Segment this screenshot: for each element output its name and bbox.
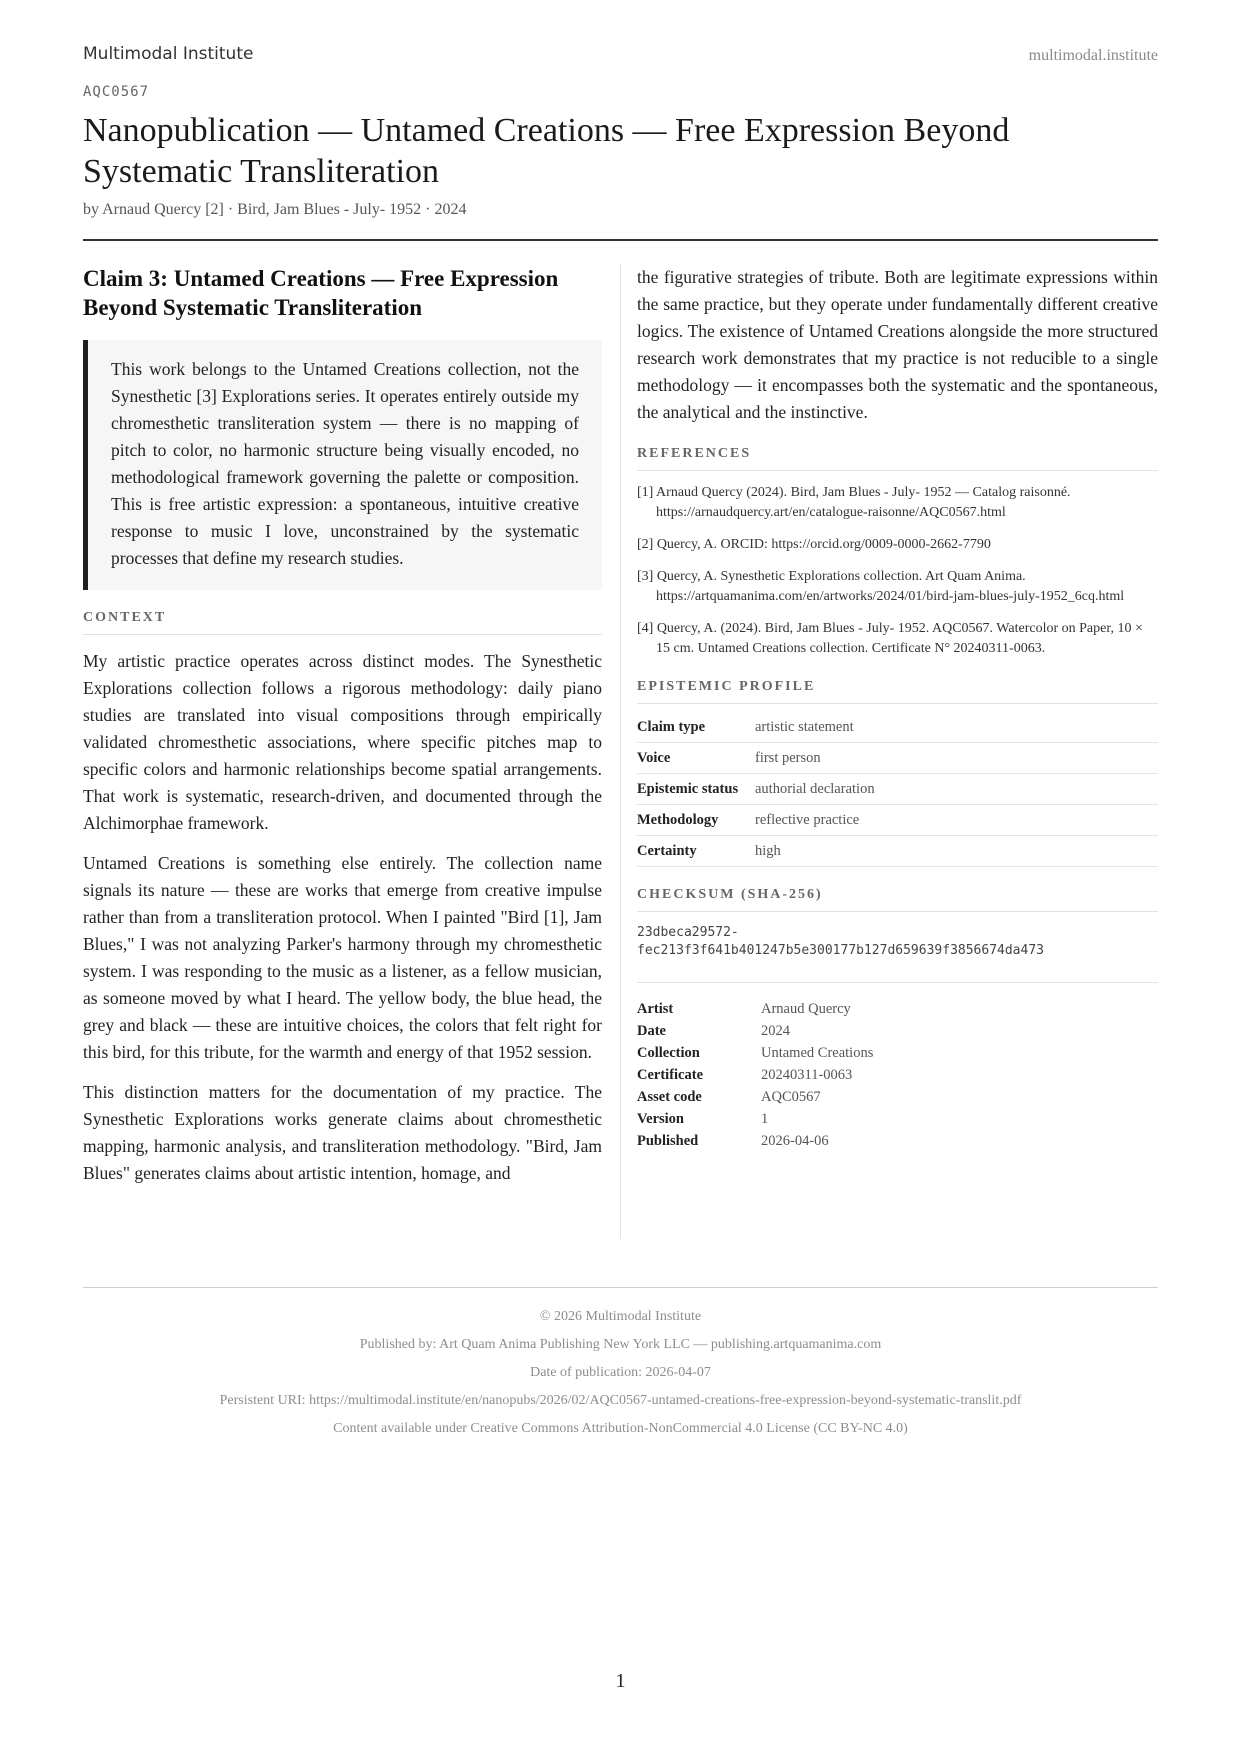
profile-key: Claim type bbox=[637, 712, 755, 743]
table-row bbox=[637, 836, 1158, 867]
institute-name: Multimodal Institute bbox=[83, 44, 254, 64]
meta-key: Certificate bbox=[637, 1067, 704, 1083]
claim-quote: This work belongs to the Untamed Creations collection, not the Synesthetic [3] Explorations series. It operates entirely outside my chromesthetic transliteration system — there is no mapping of pitch to color, no harmonic structure being visually encoded, no methodological framework governing the palette or composition. This is free artistic expression: a spontaneous, intuitive creative response to music I love, unconstrained by the systematic processes that define my research studies. bbox=[83, 340, 602, 590]
header-row bbox=[83, 44, 1158, 68]
meta-key: Published bbox=[637, 1133, 699, 1149]
meta-value: 20240311-0063 bbox=[761, 1067, 853, 1083]
references-list bbox=[637, 483, 1158, 659]
table-row bbox=[637, 774, 1158, 805]
profile-value: first person bbox=[755, 743, 1158, 774]
profile-value: high bbox=[755, 836, 1158, 867]
table-row bbox=[637, 743, 1158, 774]
footer-date: Date of publication: 2026-04-07 bbox=[530, 1365, 711, 1380]
profile-key: Voice bbox=[637, 743, 755, 774]
footer-license: Content available under Creative Commons Attribution-NonCommercial 4.0 License (CC BY-NC 4.0) bbox=[333, 1421, 908, 1436]
profile-value: authorial declaration bbox=[755, 774, 1158, 805]
table-row bbox=[637, 1065, 1158, 1087]
reference-item[interactable]: [1] Arnaud Quercy (2024). Bird, Jam Blues - July- 1952 — Catalog raisonné. https://arnaudquercy.art/en/catalogue-raisonne/AQC0567.html bbox=[637, 485, 1071, 520]
header-divider bbox=[83, 239, 1158, 241]
footer-publisher: Published by: Art Quam Anima Publishing New York LLC — publishing.artquamanima.com bbox=[359, 1337, 882, 1352]
footer bbox=[83, 1303, 1158, 1443]
metadata-table bbox=[637, 999, 1158, 1153]
meta-key: Asset code bbox=[637, 1089, 702, 1105]
profile-key: Certainty bbox=[637, 836, 755, 867]
table-row bbox=[637, 1131, 1158, 1153]
column-divider bbox=[620, 264, 621, 1239]
epistemic-profile-label: EPISTEMIC PROFILE bbox=[637, 679, 1158, 704]
references-label: REFERENCES bbox=[637, 446, 1158, 471]
checksum-value bbox=[637, 924, 1158, 983]
context-label: CONTEXT bbox=[83, 610, 602, 635]
meta-value: 2024 bbox=[761, 1023, 790, 1039]
epistemic-profile-table bbox=[637, 712, 1158, 867]
profile-value: reflective practice bbox=[755, 805, 1158, 836]
profile-value: artistic statement bbox=[755, 712, 1158, 743]
footer-uri[interactable]: Persistent URI: https://multimodal.institute/en/nanopubs/2026/02/AQC0567-untamed-creations-free-expression-beyond-systematic-translit.pdf bbox=[219, 1393, 1022, 1408]
context-paragraph-3: This distinction matters for the documentation of my practice. The Synesthetic Explorations works generate claims about chromesthetic mapping, harmonic analysis, and transliteration methodology. "Bird, Jam Blues" generates claims about artistic intention, homage, and bbox=[83, 1082, 602, 1183]
meta-value: AQC0567 bbox=[761, 1089, 821, 1105]
footer-copyright: © 2026 Multimodal Institute bbox=[539, 1309, 702, 1324]
table-row bbox=[637, 712, 1158, 743]
reference-item[interactable]: [2] Quercy, A. ORCID: https://orcid.org/0009-0000-2662-7790 bbox=[637, 537, 991, 552]
reference-item: [4] Quercy, A. (2024). Bird, Jam Blues - July- 1952. AQC0567. Watercolor on Paper, 10 × 15 cm. Untamed Creations collection. Certificate N° 20240311-0063. bbox=[637, 621, 1143, 656]
table-row bbox=[637, 805, 1158, 836]
meta-value: 2026-04-06 bbox=[761, 1133, 829, 1149]
meta-value: Arnaud Quercy bbox=[761, 1001, 851, 1017]
profile-key: Epistemic status bbox=[637, 774, 755, 805]
claim-title: Claim 3: Untamed Creations — Free Expression Beyond Systematic Transliteration bbox=[83, 266, 559, 320]
table-row bbox=[637, 999, 1158, 1021]
checksum-label: CHECKSUM (SHA-256) bbox=[637, 887, 1158, 912]
page-number: 1 bbox=[615, 1670, 626, 1692]
meta-value: 1 bbox=[761, 1111, 769, 1127]
page-title: Nanopublication — Untamed Creations — Free Expression Beyond Systematic Transliteration bbox=[83, 112, 1010, 190]
checksum-line-1: 23dbeca29572- bbox=[637, 925, 739, 940]
asset-code: AQC0567 bbox=[83, 84, 150, 100]
context-paragraph-1: My artistic practice operates across distinct modes. The Synesthetic Explorations collection follows a rigorous methodology: daily piano studies are translated into visual compositions through empirically validated chromesthetic associations, where specific pitches map to specific colors and harmonic relationships become spatial arrangements. That work is systematic, research-driven, and documented through the Alchimorphae framework. bbox=[83, 651, 602, 833]
meta-key: Collection bbox=[637, 1045, 700, 1061]
profile-key: Methodology bbox=[637, 805, 755, 836]
table-row bbox=[637, 1043, 1158, 1065]
table-row bbox=[637, 1087, 1158, 1109]
context-paragraph-2: Untamed Creations is something else entirely. The collection name signals its nature — these are works that emerge from creative impulse rather than from a transliteration protocol. When I painted "Bird [1], Jam Blues," I was not analyzing Parker's harmony through my chromesthetic system. I was responding to the music as a listener, as a fellow musician, as someone moved by what I heard. The yellow body, the blue head, the grey and black — these are intuitive choices, the colors that felt right for this bird, for this tribute, for the warmth and energy of that 1952 session. bbox=[83, 853, 602, 1062]
meta-key: Artist bbox=[637, 1001, 674, 1017]
table-row bbox=[637, 1021, 1158, 1043]
reference-item[interactable]: [3] Quercy, A. Synesthetic Explorations collection. Art Quam Anima. https://artquamanima.com/en/artworks/2024/01/bird-jam-blues-july-1952_6cq.html bbox=[637, 569, 1125, 604]
byline: by Arnaud Quercy [2] · Bird, Jam Blues - July- 1952 · 2024 bbox=[83, 201, 467, 218]
left-column bbox=[83, 264, 602, 1187]
table-row bbox=[637, 1109, 1158, 1131]
right-column bbox=[637, 264, 1158, 1153]
meta-key: Version bbox=[637, 1111, 684, 1127]
site-link[interactable]: multimodal.institute bbox=[1028, 47, 1158, 64]
context-paragraph-3-continued: the figurative strategies of tribute. Both are legitimate expressions within the same practice, but they operate under fundamentally different creative logics. The existence of Untamed Creations alongside the more structured research work demonstrates that my practice is not reducible to a single methodology — it encompasses both the systematic and the spontaneous, the analytical and the instinctive. bbox=[637, 267, 1158, 422]
meta-value: Untamed Creations bbox=[761, 1045, 874, 1061]
meta-key: Date bbox=[637, 1023, 666, 1039]
footer-divider bbox=[83, 1287, 1158, 1288]
checksum-line-2: fec213f3f641b401247b5e300177b127d659639f3856674da473 bbox=[637, 943, 1044, 958]
